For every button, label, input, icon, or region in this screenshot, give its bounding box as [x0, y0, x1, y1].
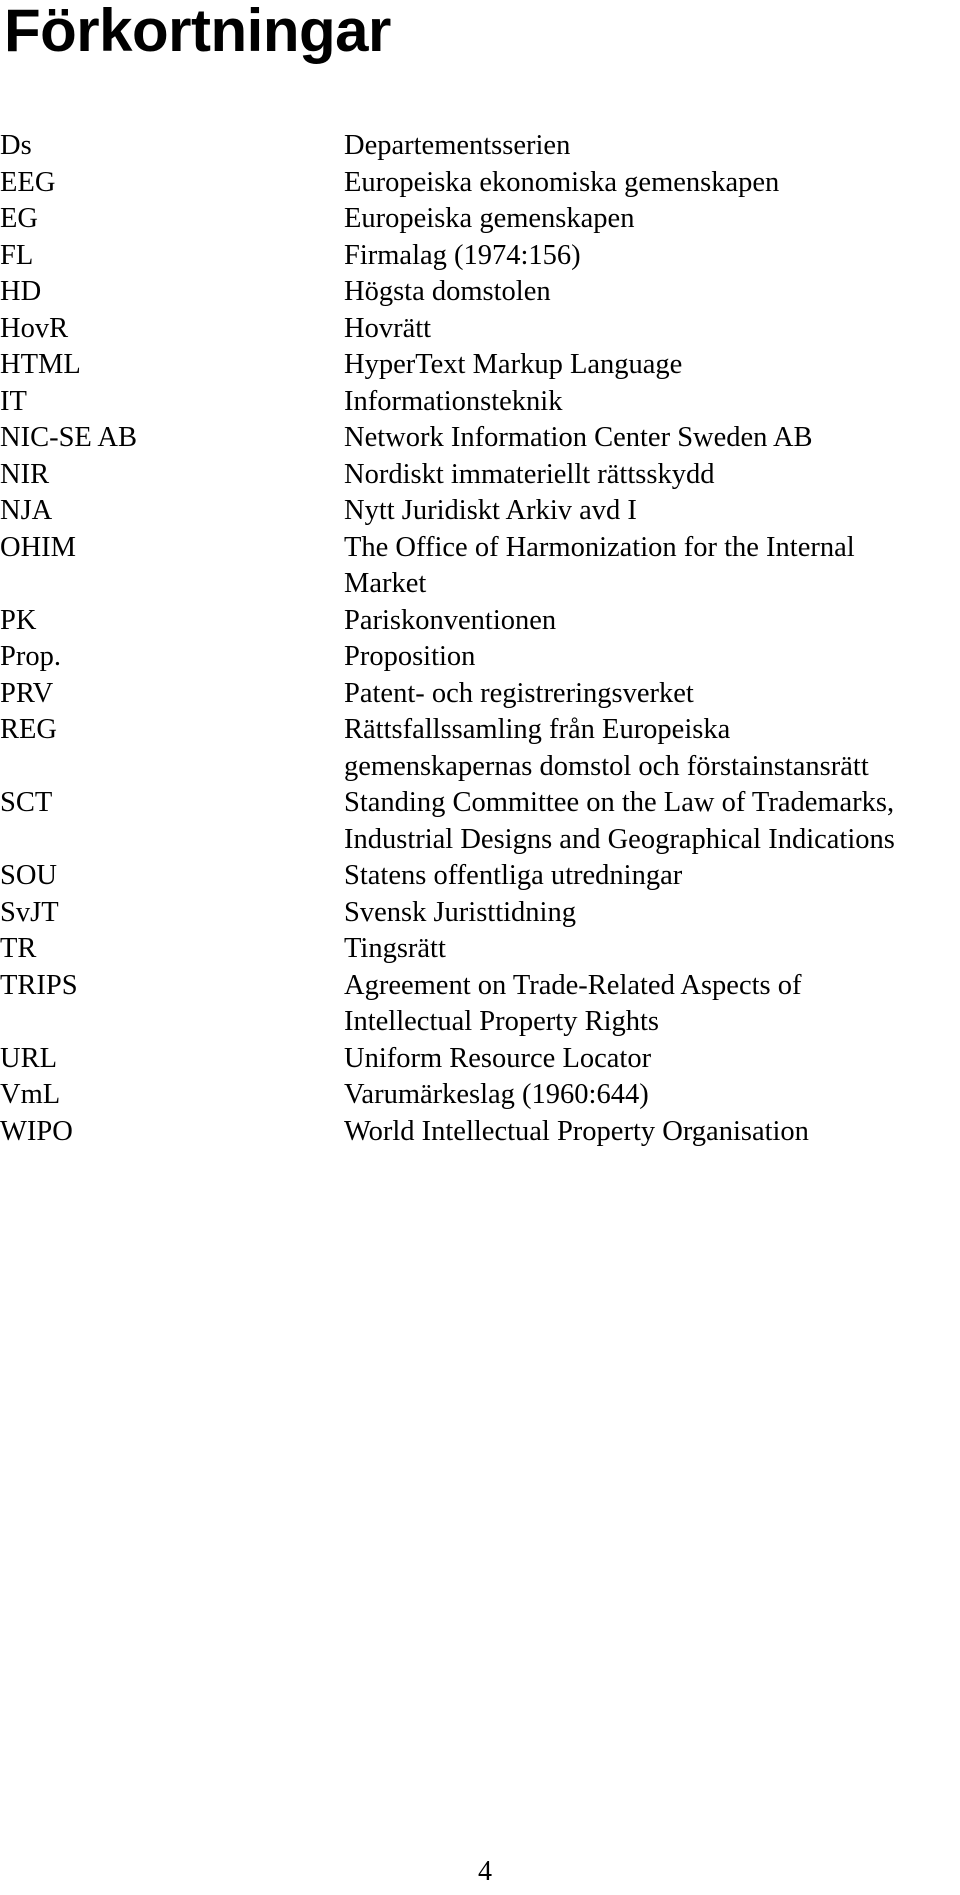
- definition-line: Svensk Juristtidning: [344, 896, 576, 928]
- abbreviation-term: HD: [0, 276, 42, 307]
- abbreviation-definition: [344, 165, 944, 202]
- abbreviation-row: [0, 639, 960, 676]
- abbreviation-row: [0, 238, 960, 275]
- abbreviation-row: [0, 457, 960, 494]
- definition-line: Varumärkeslag (1960:644): [344, 1079, 649, 1110]
- definition-line: Informationsteknik: [344, 385, 563, 417]
- abbreviation-row: [0, 165, 960, 202]
- abbreviation-definition: [344, 128, 944, 165]
- abbreviation-row: [0, 274, 960, 311]
- abbreviation-row: [0, 603, 960, 640]
- abbreviation-term: NJA: [0, 495, 53, 526]
- abbreviation-row: [0, 530, 960, 603]
- definition-line: Pariskonventionen: [344, 604, 557, 636]
- abbreviation-row: [0, 676, 960, 713]
- abbreviation-definition: [344, 1114, 944, 1151]
- abbreviation-row: [0, 347, 960, 384]
- definition-line: Europeiska gemenskapen: [344, 203, 635, 234]
- abbreviation-definition: [344, 457, 944, 494]
- abbreviation-row: [0, 1041, 960, 1078]
- abbreviation-term: SOU: [0, 860, 58, 891]
- definition-line: Market: [344, 568, 427, 599]
- abbreviation-term: PRV: [0, 677, 54, 709]
- definition-line: Tingsrätt: [344, 933, 446, 964]
- definition-line: Standing Committee on the Law of Trademarks,: [344, 787, 895, 818]
- abbreviation-definition: [344, 238, 944, 275]
- abbreviation-term: WIPO: [0, 1115, 73, 1147]
- abbreviation-row: [0, 968, 960, 1041]
- abbreviation-row: [0, 384, 960, 421]
- abbreviation-definition: [344, 311, 944, 348]
- abbreviation-row: [0, 931, 960, 968]
- abbreviation-definition: [344, 530, 944, 603]
- abbreviation-term: OHIM: [0, 531, 76, 563]
- abbreviation-definition: [344, 493, 944, 530]
- abbreviation-term: NIC-SE AB: [0, 422, 137, 453]
- abbreviation-row: [0, 311, 960, 348]
- abbreviation-definition: [344, 347, 944, 384]
- abbreviation-row: [0, 201, 960, 238]
- definition-line: HyperText Markup Language: [344, 349, 683, 380]
- definition-line: World Intellectual Property Organisation: [344, 1115, 809, 1147]
- definition-line: Rättsfallssamling från Europeiska: [344, 714, 731, 745]
- abbreviation-row: [0, 420, 960, 457]
- abbreviation-row: [0, 1114, 960, 1151]
- definition-line: Nytt Juridiskt Arkiv avd I: [344, 495, 637, 526]
- abbreviation-definition: [344, 676, 944, 713]
- abbreviation-term: Prop.: [0, 641, 61, 672]
- definition-line: Hovrätt: [344, 312, 432, 344]
- abbreviation-row: [0, 895, 960, 932]
- abbreviation-term: URL: [0, 1042, 57, 1074]
- abbreviation-definition: [344, 785, 944, 858]
- abbreviation-term: FL: [0, 239, 34, 271]
- definition-line: Network Information Center Sweden AB: [344, 422, 813, 453]
- definition-line: Nordiskt immateriellt rättsskydd: [344, 458, 715, 490]
- abbreviation-term: Ds: [0, 130, 32, 161]
- abbreviation-definition: [344, 931, 944, 968]
- abbreviation-term: REG: [0, 714, 57, 745]
- abbreviation-term: NIR: [0, 458, 50, 490]
- abbreviation-definition: [344, 639, 944, 676]
- definition-line: Industrial Designs and Geographical Indications: [344, 823, 895, 855]
- abbreviation-definition: [344, 201, 944, 238]
- definition-line: Patent- och registreringsverket: [344, 677, 694, 709]
- definition-line: Europeiska ekonomiska gemenskapen: [344, 166, 780, 198]
- abbreviation-row: [0, 1077, 960, 1114]
- abbreviation-definition: [344, 384, 944, 421]
- definition-line: Agreement on Trade-Related Aspects of: [344, 969, 802, 1001]
- abbreviation-row: [0, 785, 960, 858]
- abbreviation-term: HTML: [0, 349, 81, 380]
- definition-line: Proposition: [344, 641, 476, 672]
- definition-line: Departementsserien: [344, 130, 571, 161]
- abbreviation-term: SCT: [0, 787, 53, 818]
- abbreviation-definition: [344, 712, 944, 785]
- abbreviation-term: TR: [0, 933, 37, 964]
- abbreviation-row: [0, 712, 960, 785]
- abbreviation-term: IT: [0, 385, 27, 417]
- definition-line: Uniform Resource Locator: [344, 1042, 652, 1074]
- abbreviation-definition: [344, 858, 944, 895]
- abbreviation-row: [0, 858, 960, 895]
- page-title: Förkortningar: [4, 0, 391, 64]
- abbreviation-definition: [344, 895, 944, 932]
- abbreviation-definition: [344, 603, 944, 640]
- abbreviation-term: EG: [0, 203, 38, 234]
- page-number: 4: [478, 1856, 492, 1887]
- abbreviation-definition: [344, 274, 944, 311]
- abbreviation-term: SvJT: [0, 896, 59, 928]
- definition-line: Statens offentliga utredningar: [344, 860, 683, 891]
- abbreviation-definition: [344, 420, 944, 457]
- abbreviation-term: EEG: [0, 166, 56, 198]
- abbreviation-definition: [344, 1077, 944, 1114]
- abbreviation-term: PK: [0, 604, 37, 636]
- definition-line: Intellectual Property Rights: [344, 1006, 660, 1037]
- definition-line: Högsta domstolen: [344, 276, 551, 307]
- definition-line: gemenskapernas domstol och förstainstansrätt: [344, 750, 869, 782]
- abbreviation-row: [0, 493, 960, 530]
- definition-line: Firmalag (1974:156): [344, 239, 581, 271]
- abbreviation-term: HovR: [0, 312, 69, 344]
- abbreviation-list: [0, 128, 960, 1150]
- abbreviation-row: [0, 128, 960, 165]
- abbreviation-definition: [344, 1041, 944, 1078]
- abbreviation-term: TRIPS: [0, 969, 78, 1001]
- definition-line: The Office of Harmonization for the Internal: [344, 531, 855, 563]
- abbreviation-definition: [344, 968, 944, 1041]
- abbreviation-term: VmL: [0, 1079, 61, 1110]
